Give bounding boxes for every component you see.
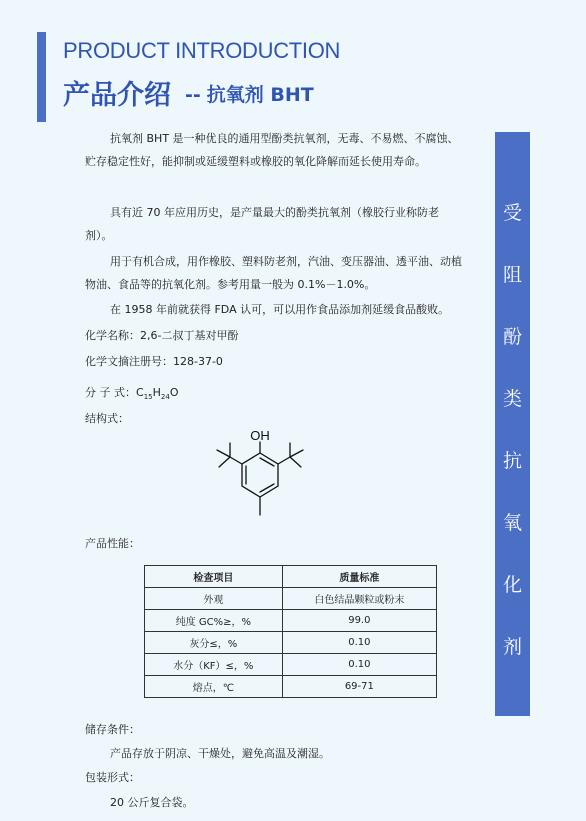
- side-char: 酚: [502, 326, 522, 348]
- table-cell: 纯度 GC%≥，%: [145, 610, 283, 632]
- table-header-cell: 质量标准: [282, 566, 436, 588]
- side-category-panel: [495, 132, 530, 716]
- table-cell: 白色结晶颗粒或粉末: [282, 588, 436, 610]
- intro-paragraph-3: 用于有机合成，用作橡胶、塑料防老剂，汽油、变压器油、透平油、动植物油、食品等的抗氧化剂。参考用量一般为 0.1%－1.0%。: [85, 255, 462, 291]
- packaging-label: 包装形式：: [85, 771, 140, 784]
- structure-label: 结构式：: [85, 412, 129, 425]
- title-main: 产品介绍: [63, 80, 171, 111]
- table-cell: 99.0: [282, 610, 436, 632]
- packaging-text: 20 公斤复合袋。: [110, 796, 194, 809]
- table-row: [145, 588, 437, 610]
- intro-paragraph-1: 抗氧剂 BHT 是一种优良的通用型酚类抗氧剂，无毒、不易燃、不腐蚀、贮存稳定性好，能抑制或延缓塑料或橡胶的氧化降解而延长使用寿命。: [85, 132, 459, 168]
- table-row: [145, 654, 437, 676]
- table-header-row: [145, 566, 437, 588]
- table-cell: 69-71: [282, 676, 436, 698]
- table-cell: 水分（KF）≤，%: [145, 654, 283, 676]
- intro-paragraph-4: 在 1958 年前就获得 FDA 认可，可以用作食品添加剂延缓食品酸败。: [110, 303, 450, 316]
- side-char: 氧: [502, 512, 522, 534]
- title-product-name: 抗氧剂 BHT: [206, 84, 314, 106]
- chemical-name: 化学名称：2,6-二叔丁基对甲酚: [85, 329, 239, 342]
- table-cell: 外观: [145, 588, 283, 610]
- table-cell: 灰分≤，%: [145, 632, 283, 654]
- table-cell: 熔点，℃: [145, 676, 283, 698]
- bht-structure-diagram: [200, 425, 330, 525]
- table-row: [145, 632, 437, 654]
- side-char: 剂: [502, 636, 522, 658]
- intro-paragraph-2: 具有近 70 年应用历史，是产量最大的酚类抗氧剂（橡胶行业称防老剂）。: [85, 206, 439, 242]
- table-cell: 0.10: [282, 632, 436, 654]
- side-char: 阻: [502, 264, 522, 286]
- table-header-cell: 检查项目: [145, 566, 283, 588]
- side-char: 类: [502, 388, 522, 410]
- molecular-formula: 分 子 式：$C_{15}H_{24}O$: [85, 386, 179, 402]
- table-row: [145, 676, 437, 698]
- hydroxyl-label: OH: [250, 428, 270, 443]
- table-row: [145, 610, 437, 632]
- side-char: 抗: [502, 450, 522, 472]
- title-separator: --: [185, 84, 201, 106]
- properties-label: 产品性能：: [85, 537, 140, 550]
- table-cell: 0.10: [282, 654, 436, 676]
- side-char: 化: [502, 574, 522, 596]
- storage-label: 储存条件：: [85, 723, 140, 736]
- title-accent-bar: [37, 32, 46, 122]
- page-title-english: PRODUCT INTRODUCTION: [63, 38, 341, 63]
- properties-table: [144, 565, 437, 698]
- page-title-chinese: [63, 73, 314, 112]
- storage-text: 产品存放于阴凉、干燥处，避免高温及潮湿。: [110, 747, 330, 760]
- cas-number: 化学文摘注册号：128-37-0: [85, 355, 223, 368]
- side-char: 受: [502, 202, 522, 224]
